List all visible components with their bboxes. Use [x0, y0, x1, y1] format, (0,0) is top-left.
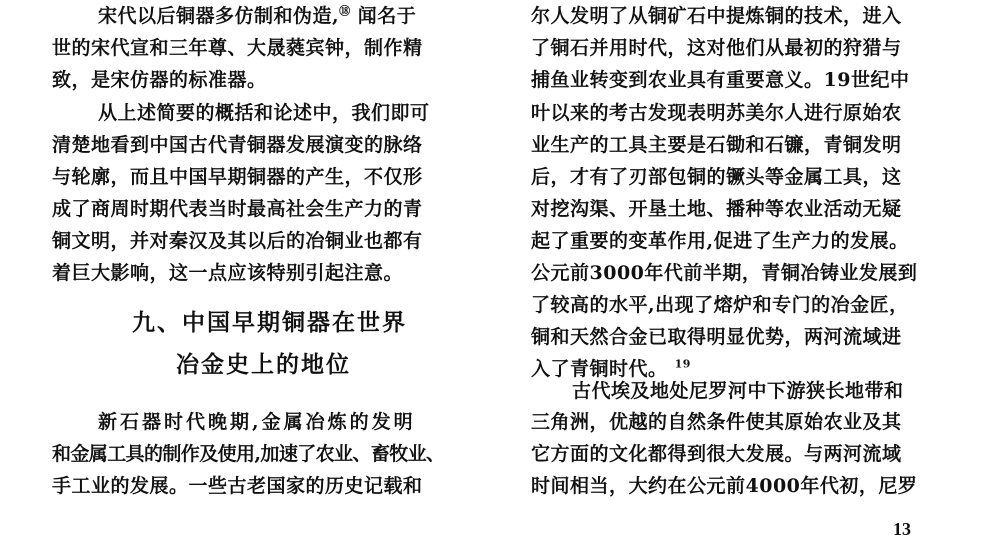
paragraph-line: 手工业的发展。一些古老国家的历史记载和 — [52, 475, 423, 497]
section-heading-line-2: 冶金史上的地位 — [176, 351, 351, 378]
paragraph-line: 尔人发明了从铜矿石中提炼铜的技术，进入 — [531, 5, 902, 27]
paragraph-line: 清楚地看到中国古代青铜器发展演变的脉络 — [52, 134, 423, 156]
paragraph-line: 着巨大影响，这一点应该特别引起注意。 — [52, 262, 404, 284]
paragraph-line: 时间相当，大约在公元前4000年代初，尼罗 — [531, 475, 918, 497]
paragraph-line: 和金属工具的制作及使用,加速了农业、畜牧业、 — [52, 443, 445, 465]
paragraph-line: 了铜石并用时代，这对他们从最初的狩猎与 — [531, 37, 902, 59]
footnote-marker: 19 — [674, 357, 691, 371]
footnote-marker: ⑱ — [339, 4, 351, 18]
paragraph-line: 铜和天然合金已取得明显优势，两河流域进 — [531, 326, 902, 348]
text-segment: 闻名于 — [350, 5, 417, 27]
paragraph-line — [98, 4, 416, 28]
paragraph-line: 新石器时代晚期,金属冶炼的发明 — [98, 411, 416, 433]
paragraph-line: 捕鱼业转变到农业具有重要意义。19世纪中 — [531, 69, 910, 91]
paragraph-line: 与轮廓，而且中国早期铜器的产生，不仅形 — [52, 166, 423, 188]
text-segment: 宋代以后铜器多仿制和伪造, — [98, 5, 340, 27]
paragraph-line: 业生产的工具主要是石锄和石镰，青铜发明 — [531, 134, 902, 156]
paragraph-line: 成了商周时期代表当时最高社会生产力的青 — [52, 198, 423, 220]
paragraph-line: 起了重要的变革作用,促进了生产力的发展。 — [531, 230, 909, 252]
paragraph-line: 世的宋代宣和三年尊、大晟蕤宾钟，制作精 — [52, 37, 423, 59]
paragraph-line: 后，才有了刃部包铜的镢头等金属工具，这 — [531, 166, 902, 188]
paragraph-line: 了较高的水平,出现了熔炉和专门的冶金匠， — [531, 294, 909, 316]
paragraph-line: 古代埃及地处尼罗河中下游狭长地带和 — [572, 380, 904, 402]
paragraph-line: 三角洲，优越的自然条件使其原始农业及其 — [531, 411, 902, 433]
paragraph-line: 致，是宋仿器的标准器。 — [52, 69, 267, 91]
paragraph-line — [531, 357, 691, 381]
paragraph-line: 公元前3000年代前半期，青铜冶铸业发展到 — [531, 262, 918, 284]
paragraph-line: 对挖沟渠、开垦土地、播种等农业活动无疑 — [531, 198, 902, 220]
page-number: 13 — [893, 519, 911, 539]
section-heading-line-1: 九、中国早期铜器在世界 — [132, 309, 407, 336]
paragraph-line: 从上述简要的概括和论述中，我们即可 — [98, 102, 430, 124]
paragraph-line: 叶以来的考古发现表明苏美尔人进行原始农 — [531, 102, 902, 124]
paragraph-line: 它方面的文化都得到很大发展。与两河流域 — [531, 443, 902, 465]
text-segment: 入了青铜时代。 — [531, 358, 668, 380]
paragraph-line: 铜文明，并对秦汉及其以后的冶铜业也都有 — [52, 230, 423, 252]
